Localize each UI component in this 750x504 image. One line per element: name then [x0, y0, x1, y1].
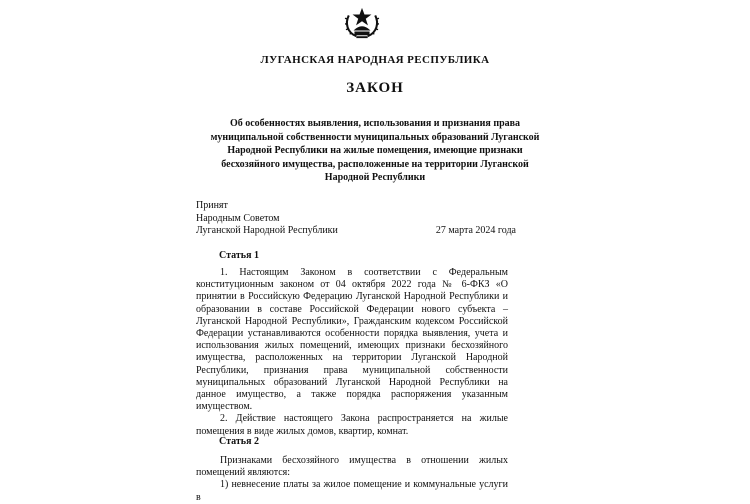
paragraph: Признаками бесхозяйного имущества в отношении жилых помещений являются: — [196, 455, 508, 479]
adoption-block — [196, 200, 516, 238]
adopted-body: Луганской Народной Республики — [196, 225, 338, 236]
law-title: Об особенностях выявления, использования и признания права муниципальной собственности муниципальных образований Луганской Народной Республики на жилые помещения, имеющие признаки бесхозяйного имущества, расположенные на территории Луганской Народной Республики — [210, 118, 540, 183]
document-type: ЗАКОН — [346, 80, 404, 96]
organization-title: ЛУГАНСКАЯ НАРОДНАЯ РЕСПУБЛИКА — [260, 54, 490, 66]
article-body — [196, 455, 508, 504]
lnr-coat-of-arms-icon — [343, 6, 381, 40]
adopted-label: Принят — [196, 200, 228, 211]
adopted-by: Народным Советом — [196, 212, 280, 224]
paragraph: 1. Настоящим Законом в соответствии с Федеральным конституционным законом от 04 октября 2022 года № 6-ФКЗ «О принятии в Российскую Федерацию Луганской Народной Республики и образовании в составе Российской Федерации нового субъекта – Луганской Народной Республики», Гражданским кодексом Российской Федерации устанавливаются особенности порядка выявления, учета и использования жилых помещений, имеющих признаки бесхозяйного имущества, расположенных на территории Луганской Народной Республики, признания права муниципальной собственности муниципальных образований Луганской Народной Республики на данное имущество, а также порядка распоряжения указанным имуществом. — [196, 267, 508, 413]
article-body — [196, 267, 508, 438]
adoption-date: 27 марта 2024 года — [435, 225, 516, 236]
paragraph: 2. Действие настоящего Закона распространяется на жилые помещения в виде жилых домов, квартир, комнат. — [196, 413, 508, 437]
paragraph: 1) невнесение платы за жилое помещение и коммунальные услуги в — [196, 479, 508, 503]
article-heading: Статья 2 — [219, 436, 259, 447]
article-heading: Статья 1 — [219, 250, 259, 261]
adopted-row — [196, 225, 516, 238]
